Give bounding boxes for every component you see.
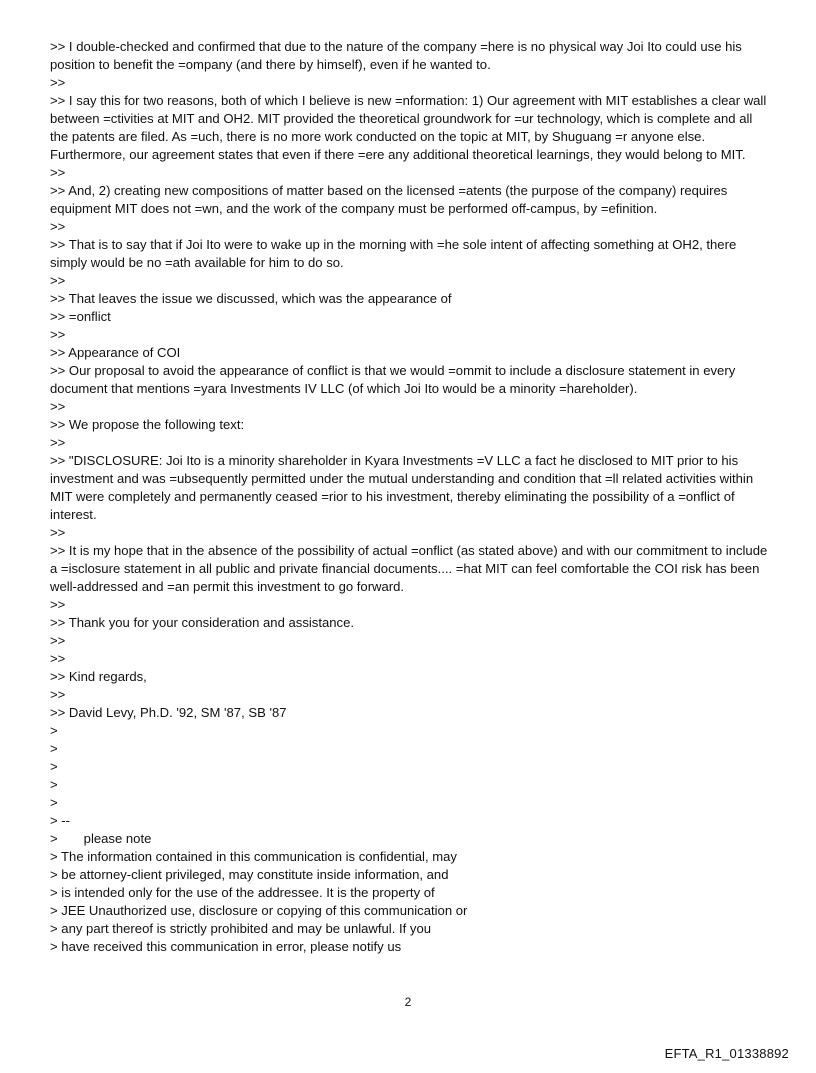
email-line: >> [50,687,66,702]
email-line: > -- [50,813,71,828]
email-line: >> David Levy, Ph.D. '92, SM '87, SB '87 [50,705,287,720]
footer-line: > have received this communication in error, please notify us [50,939,402,954]
email-line: >> I double-checked and confirmed that due to the nature of the company =here is no physical way Joi Ito could use his position to benefit the =ompany (and there by himself), even if he wanted to. [50,39,746,72]
note-line [50,830,772,848]
email-line: >> Appearance of COI [50,345,181,360]
footer-line: > be attorney-client privileged, may constitute inside information, and [50,867,449,882]
email-line: >> It is my hope that in the absence of the possibility of actual =onflict (as stated above) and with our commitment to include a =isclosure statement in all public and private financial documents.... =hat MIT can feel comfortable the COI risk has been well-addressed and =an permit this investment to go forward. [50,543,771,594]
email-line: > [50,741,58,756]
email-line: >> And, 2) creating new compositions of matter based on the licensed =atents (the purpose of the company) requires equipment MIT does not =wn, and the work of the company must be performed off-campus, by =efinition. [50,183,731,216]
email-line: >> [50,327,66,342]
page-number: 2 [404,995,412,1009]
email-line: > [50,777,58,792]
email-line: >> That leaves the issue we discussed, which was the appearance of [50,291,452,306]
email-line: >> We propose the following text: [50,417,245,432]
email-line: > [50,759,58,774]
email-line: >> =onflict [50,309,111,324]
email-line: >> [50,165,66,180]
footer-line: > any part thereof is strictly prohibited and may be unlawful. If you [50,921,432,936]
email-line: >> [50,273,66,288]
email-line: >> Kind regards, [50,669,147,684]
note-text: please note [83,831,152,846]
email-line: >> [50,525,66,540]
footer-line: > The information contained in this communication is confidential, may [50,849,457,864]
email-line: >> [50,219,66,234]
email-line: > [50,723,58,738]
email-body [50,38,772,956]
email-line: >> [50,435,66,450]
email-line: >> [50,633,66,648]
email-line: >> [50,651,66,666]
footer-line: > JEE Unauthorized use, disclosure or copying of this communication or [50,903,468,918]
bates-number: EFTA_R1_01338892 [664,1046,789,1061]
email-line: >> [50,75,66,90]
email-line: >> I say this for two reasons, both of which I believe is new =nformation: 1) Our agreement with MIT establishes a clear wall between =ctivities at MIT and OH2. MIT provided the theoretical groundwork for =ur technology, which is complete and all the patents are filed. As =uch, there is no more work conducted on the topic at MIT, by Shuguang =r anyone else. Furthermore, our agreement states that even if there =ere any additional theoretical learnings, they would belong to MIT. [50,93,770,162]
note-prefix: > [50,831,58,846]
email-line: >> Our proposal to avoid the appearance of conflict is that we would =ommit to include a disclosure statement in every document that mentions =yara Investments IV LLC (of which Joi Ito would be a minority =hareholder). [50,363,739,396]
email-line: >> "DISCLOSURE: Joi Ito is a minority shareholder in Kyara Investments =V LLC a fact he disclosed to MIT prior to his investment and was =ubsequently permitted under the mutual understanding and condition that =ll related activities within MIT were completely and permanently ceased =rior to his investment, thereby eliminating the possibility of a =onflict of interest. [50,453,757,522]
footer-line: > is intended only for the use of the addressee. It is the property of [50,885,435,900]
email-line: >> That is to say that if Joi Ito were to wake up in the morning with =he sole intent of affecting something at OH2, there simply would be no =ath available for him to do so. [50,237,740,270]
email-line: >> [50,399,66,414]
email-line: >> [50,597,66,612]
email-line: > [50,795,58,810]
email-line: >> Thank you for your consideration and assistance. [50,615,355,630]
